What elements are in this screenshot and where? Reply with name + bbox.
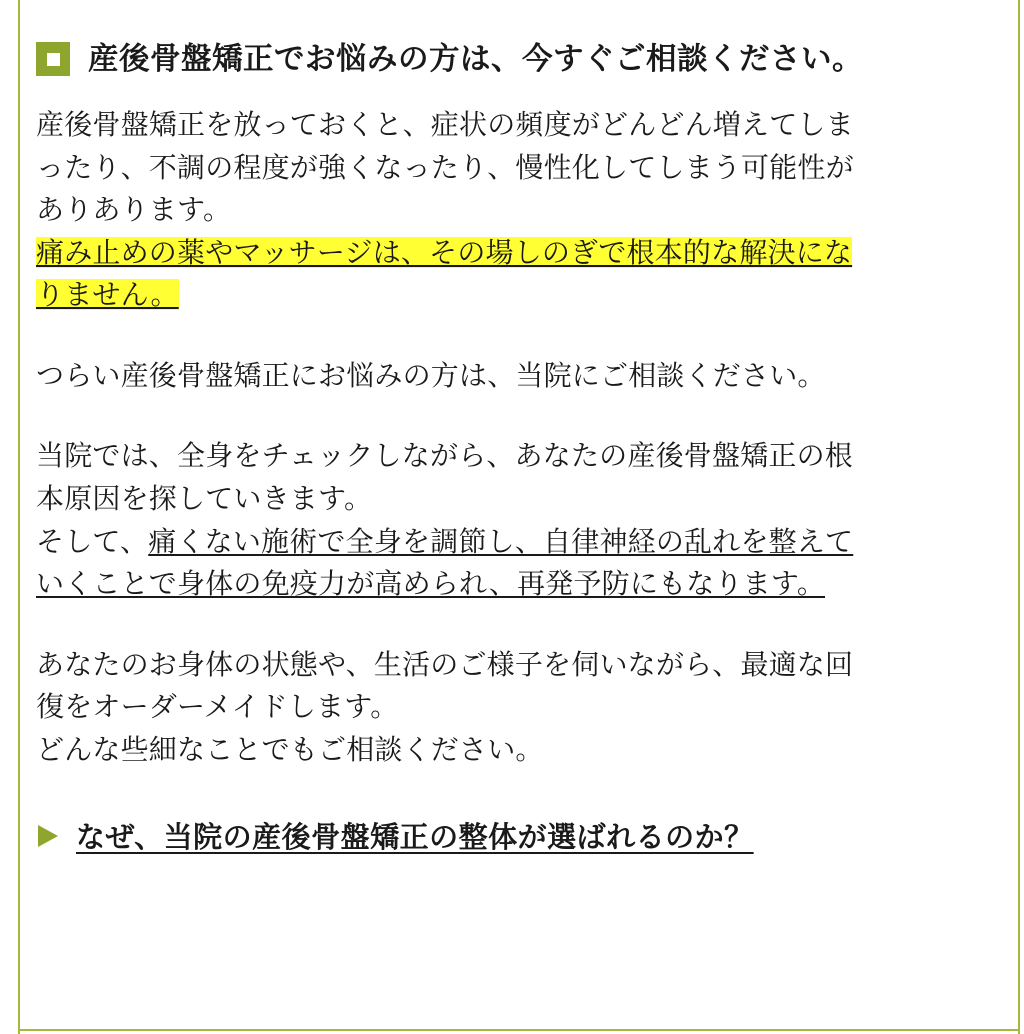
paragraph-custom-care-line2: 復をオーダーメイドします。 bbox=[36, 691, 399, 723]
article-content bbox=[36, 40, 988, 856]
paragraph-consult-text: つらい産後骨盤矯正にお悩みの方は、当院にご相談ください。 bbox=[36, 359, 826, 391]
frame-border-bottom bbox=[18, 1029, 1020, 1031]
paragraph-approach-prefix: そして、 bbox=[36, 525, 149, 557]
spacer bbox=[36, 606, 988, 644]
section-heading bbox=[36, 40, 988, 78]
sub-section-heading bbox=[36, 815, 988, 856]
underlined-text-line1: 痛くない施術で全身を調節し、自律神経の乱れを整えて bbox=[148, 525, 854, 557]
paragraph-approach-line2: 本原因を探していきます。 bbox=[36, 482, 373, 514]
spacer bbox=[36, 317, 988, 355]
paragraph-intro bbox=[36, 104, 988, 317]
frame-border-left bbox=[18, 0, 20, 1034]
paragraph-custom-care-line1: あなたのお身体の状態や、生活のご様子を伺いながら、最適な回 bbox=[36, 648, 854, 680]
paragraph-custom-care-line3: どんな些細なことでもご相談ください。 bbox=[36, 733, 544, 765]
sub-section-heading-text: なぜ、当院の産後骨盤矯正の整体が選ばれるのか？ bbox=[76, 822, 754, 855]
spacer bbox=[36, 397, 988, 435]
section-heading-text: 産後骨盤矯正でお悩みの方は、今すぐご相談ください。 bbox=[88, 42, 863, 76]
paragraph-approach-line1: 当院では、全身をチェックしながら、あなたの産後骨盤矯正の根 bbox=[36, 440, 853, 472]
paragraph-intro-line1: 産後骨盤矯正を放っておくと、症状の頻度がどんどん増えてしま bbox=[36, 109, 854, 141]
highlighted-text-line1: 痛み止めの薬やマッサージは、その場しのぎで根本的な解決にな bbox=[36, 236, 853, 268]
frame-border-right bbox=[1018, 0, 1020, 1034]
paragraph-approach bbox=[36, 435, 988, 605]
highlighted-text-line2: りません。 bbox=[36, 279, 179, 311]
paragraph-intro-line3: ありあります。 bbox=[36, 194, 232, 226]
paragraph-custom-care bbox=[36, 644, 988, 772]
underlined-text-line2: いくことで身体の免疫力が高められ、再発予防にもなります。 bbox=[36, 568, 826, 600]
paragraph-intro-line2: ったり、不調の程度が強くなったり、慢性化してしまう可能性が bbox=[36, 151, 854, 183]
arrow-right-icon bbox=[36, 822, 62, 850]
square-bullet-icon bbox=[36, 42, 70, 76]
paragraph-consult bbox=[36, 355, 988, 398]
